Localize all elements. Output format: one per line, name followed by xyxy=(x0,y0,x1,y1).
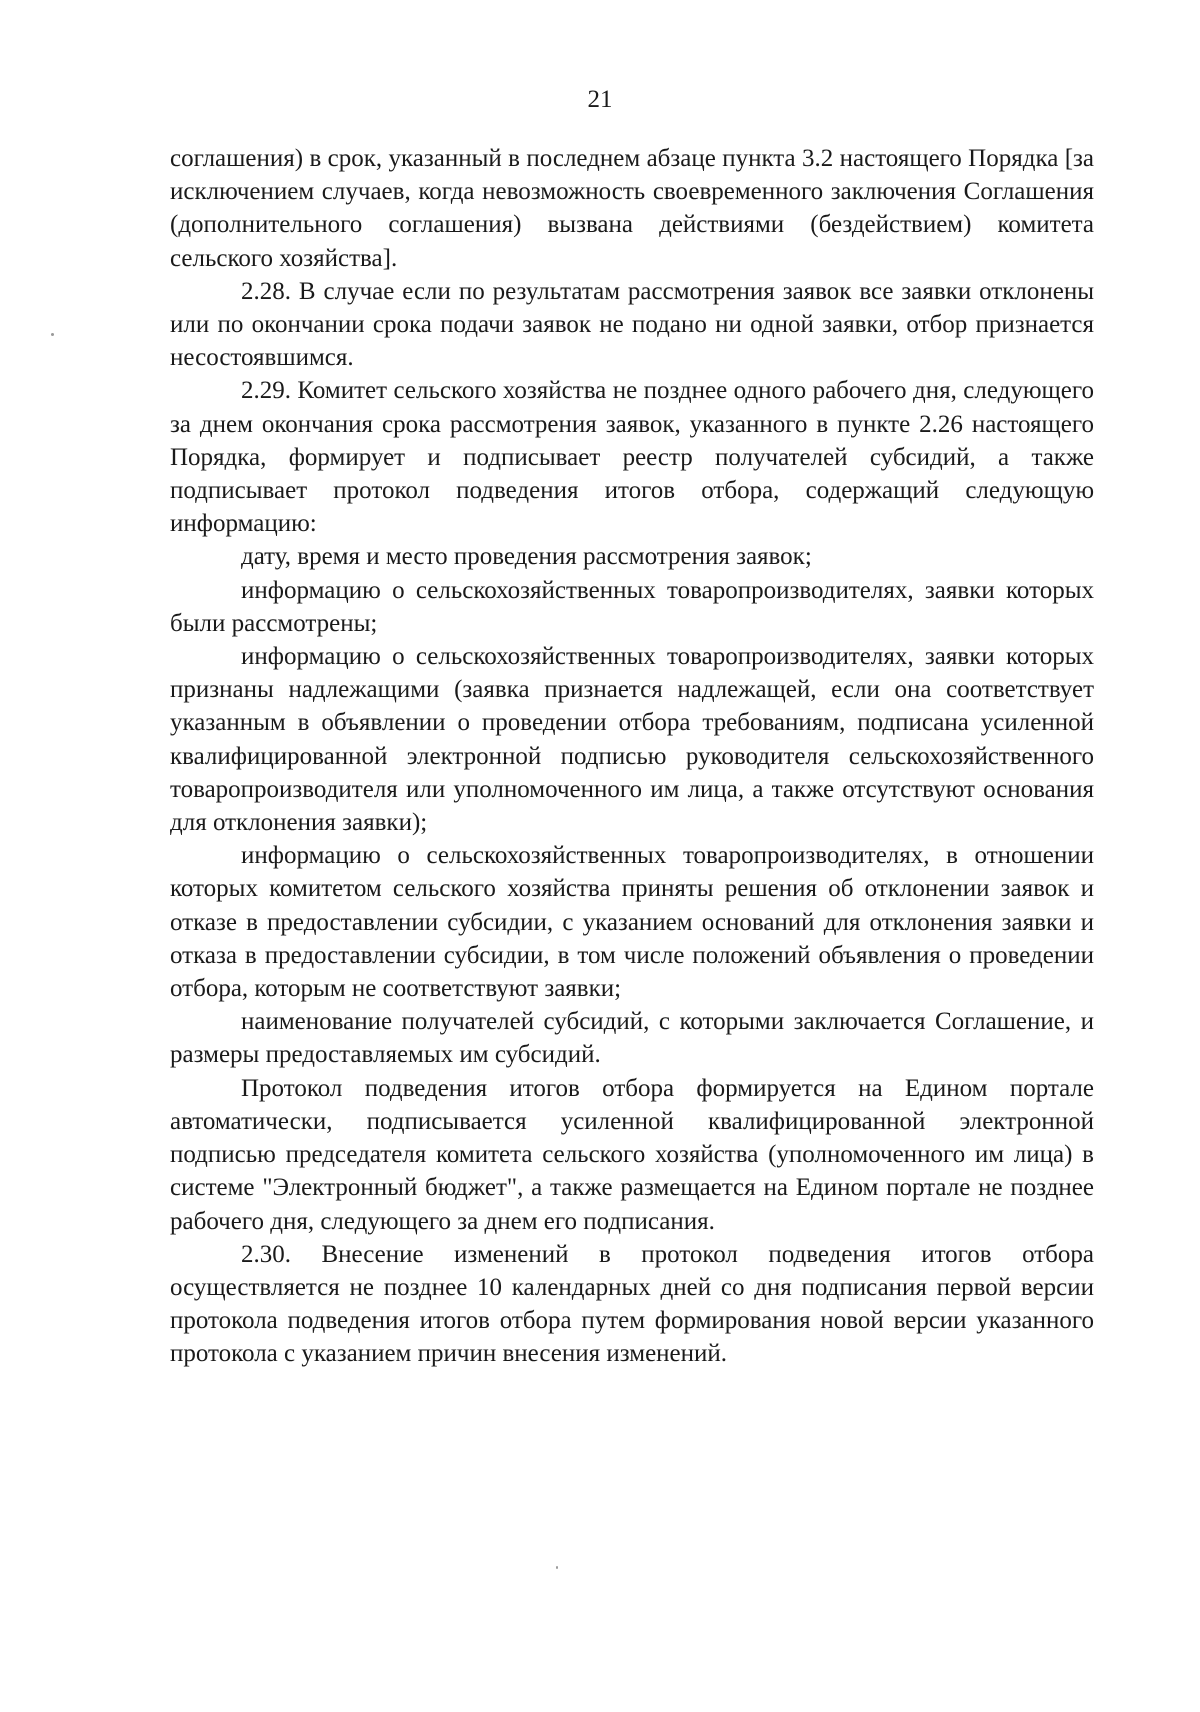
page-number: 21 xyxy=(587,86,613,113)
list-item-recipients: наименование получателей субсидий, с которыми заключается Соглашение, и размеры предоставляемых им субсидий. xyxy=(170,1008,1094,1069)
document-body xyxy=(170,142,1094,1371)
paragraph-2-29: 2.29. Комитет сельского хозяйства не позднее одного рабочего дня, следующего за днем окончания срока рассмотрения заявок, указанного в пункте 2.26 настоящего Порядка, формирует и подписывает реестр получателей субсидий, а также подписывает протокол подведения итогов отбора, содержащий следующую информацию: xyxy=(170,377,1094,538)
list-item-info-proper: информацию о сельскохозяйственных товаропроизводителях, заявки которых признаны надлежащими (заявка признается надлежащей, если она соответствует указанным в объявлении о проведении отбора требованиям, подписана усиленной квалифицированной электронной подписью руководителя сельскохозяйственного товаропроизводителя или уполномоченного им лица, а также отсутствуют основания для отклонения заявки); xyxy=(170,643,1094,837)
paragraph-protocol: Протокол подведения итогов отбора формируется на Едином портале автоматически, подписывается усиленной квалифицированной электронной подписью председателя комитета сельского хозяйства (уполномоченного им лица) в системе "Электронный бюджет", а также размещается на Едином портале не позднее рабочего дня, следующего за днем его подписания. xyxy=(170,1074,1094,1235)
list-item-date-time-place: дату, время и место проведения рассмотрения заявок; xyxy=(241,543,812,571)
paragraph-continued: соглашения) в срок, указанный в последнем абзаце пункта 3.2 настоящего Порядка [за исключением случаев, когда невозможность своевременного заключения Соглашения (дополнительного соглашения) вызвана действиями (бездействием) комитета сельского хозяйства]. xyxy=(170,145,1094,272)
list-item-info-rejected: информацию о сельскохозяйственных товаропроизводителях, в отношении которых комитетом сельского хозяйства приняты решения об отклонении заявок и отказе в предоставлении субсидии, с указанием оснований для отклонения заявки и отказа в предоставлении субсидии, в том числе положений объявления о проведении отбора, которым не соответствуют заявки; xyxy=(170,842,1094,1003)
paragraph-2-30: 2.30. Внесение изменений в протокол подведения итогов отбора осуществляется не позднее 10 календарных дней со дня подписания первой версии протокола подведения итогов отбора путем формирования новой версии указанного протокола с указанием причин внесения изменений. xyxy=(170,1240,1094,1368)
scan-speck xyxy=(556,1566,558,1569)
list-item-info-reviewed: информацию о сельскохозяйственных товаропроизводителях, заявки которых были рассмотрены; xyxy=(170,576,1094,637)
scan-speck xyxy=(51,333,54,336)
paragraph-2-28: 2.28. В случае если по результатам рассмотрения заявок все заявки отклонены или по окончании срока подачи заявок не подано ни одной заявки, отбор признается несостоявшимся. xyxy=(170,277,1094,372)
